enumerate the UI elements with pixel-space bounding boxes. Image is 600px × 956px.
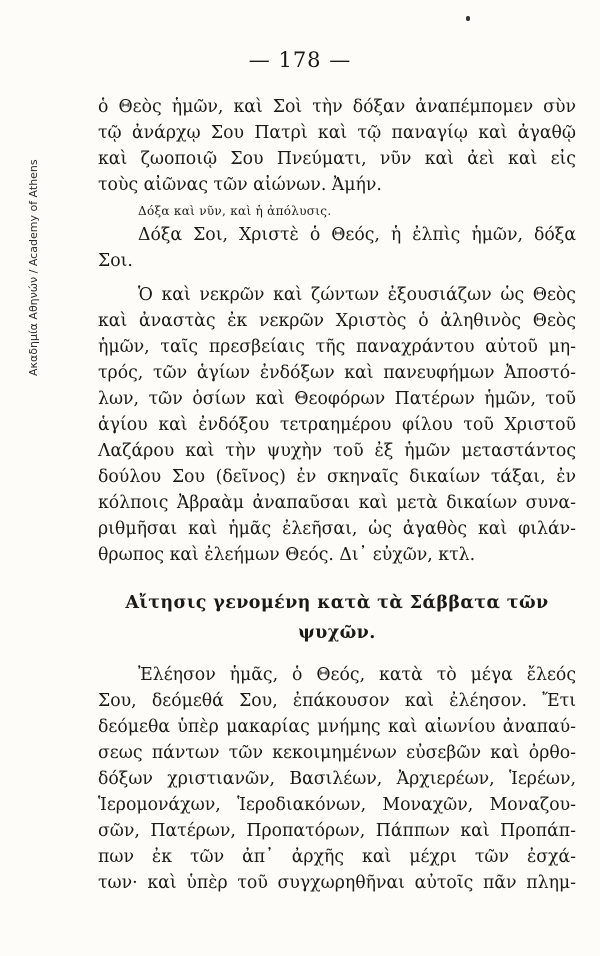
text-line: Ἱερομονάχων, Ἱεροδιακόνων, Μοναχῶν, Μοναζου- <box>98 795 576 815</box>
text-line: θρωπος καὶ ἐλεήμων Θεός. Δι᾿ εὐχῶν, κτλ. <box>98 545 476 565</box>
watermark-text: Ακαδημία Αθηνών / Academy of Athens <box>27 159 40 376</box>
text-line: Ἐλέησον ἡμᾶς, ὁ Θεός, κατὰ τὸ μέγα ἔλεός <box>138 665 576 685</box>
text-line: ἁγίου καὶ ἐνδόξου τετραημέρου φίλου τοῦ Χριστοῦ <box>98 415 576 435</box>
rubric: Δόξα καὶ νῦν, καὶ ἡ ἀπόλυσις. <box>138 204 332 218</box>
page-body <box>98 94 576 896</box>
text-line: των· καὶ ὑπὲρ τοῦ συγχωρηθῆναι αὐτοῖς πᾶν πλημ- <box>98 873 576 893</box>
heading-line: ψυχῶν. <box>298 623 376 643</box>
text-line: δούλου Σου (δεῖνος) ἐν σκηναῖς δικαίων τάξαι, ἐν <box>98 467 576 487</box>
text-line: σῶν, Πατέρων, Προπατόρων, Πάππων καὶ Προπάπ- <box>98 821 576 841</box>
text-line: Λαζάρου καὶ τὴν ψυχὴν τοῦ ἐξ ἡμῶν μεταστάντος <box>98 441 576 461</box>
doxa <box>98 222 576 274</box>
text-line: καὶ ἀναστὰς ἐκ νεκρῶν Χριστὸς ὁ ἀληθινὸς Θεὸς <box>98 311 576 331</box>
text-line: Σου, δεόμεθά Σου, ἐπάκουσον καὶ ἐλέησον. Ἔτι <box>98 691 576 711</box>
paragraph-1 <box>98 94 576 198</box>
print-mark <box>466 16 470 21</box>
page-number: — 178 — <box>248 48 352 72</box>
text-line: τῷ ἀνάρχῳ Σου Πατρὶ καὶ τῷ παναγίῳ καὶ ἀγαθῷ <box>98 123 576 143</box>
paragraph-3 <box>98 662 576 896</box>
text-line: πων ἐκ τῶν ἀπ᾿ ἀρχῆς καὶ μέχρι τῶν ἐσχά- <box>98 847 576 867</box>
text-line: σεως πάντων τῶν κεκοιμημένων εὐσεβῶν καὶ ὀρθο- <box>98 743 576 763</box>
text-line: Ὁ καὶ νεκρῶν καὶ ζώντων ἐξουσιάζων ὡς Θεὸς <box>138 285 576 305</box>
text-line: δεόμεθα ὑπὲρ μακαρίας μνήμης καὶ αἰωνίου ἀναπαύ- <box>98 717 576 737</box>
text-line: ἡμῶν, ταῖς πρεσβείαις τῆς παναχράντου αὐτοῦ μη- <box>98 337 576 357</box>
text-line: τοὺς αἰῶνας τῶν αἰώνων. Ἀμήν. <box>98 175 382 195</box>
text-line: δόξων χριστιανῶν, Βασιλέων, Ἀρχιερέων, Ἱερέων, <box>98 769 576 789</box>
text-line: Δόξα Σοι, Χριστὲ ὁ Θεός, ἡ ἐλπὶς ἡμῶν, δόξα <box>138 225 576 245</box>
heading-line: Αἴτησις γενομένη κατὰ τὰ Σάββατα τῶν <box>125 593 549 613</box>
text-line: λων, τῶν ὁσίων καὶ Θεοφόρων Πατέρων ἡμῶν, τοῦ <box>98 389 576 409</box>
text-line: τρός, τῶν ἁγίων ἐνδόξων καὶ πανευφήμων Ἀποστό- <box>98 363 576 383</box>
text-line: Σοι. <box>98 251 133 271</box>
paragraph-2 <box>98 282 576 568</box>
text-line: καὶ ζωοποιῷ Σου Πνεύματι, νῦν καὶ ἀεὶ καὶ εἰς <box>98 149 576 169</box>
section-heading <box>98 588 576 648</box>
text-line: ριθμῆσαι καὶ ἡμᾶς ἐλεῆσαι, ὡς ἀγαθὸς καὶ φιλάν- <box>98 519 576 539</box>
text-line: ὁ Θεὸς ἡμῶν, καὶ Σοὶ τὴν δόξαν ἀναπέμπομεν σὺν <box>98 97 576 117</box>
text-line: κόλποις Ἀβραὰμ ἀναπαῦσαι καὶ μετὰ δικαίων συνα- <box>98 493 576 513</box>
watermark <box>22 36 44 376</box>
